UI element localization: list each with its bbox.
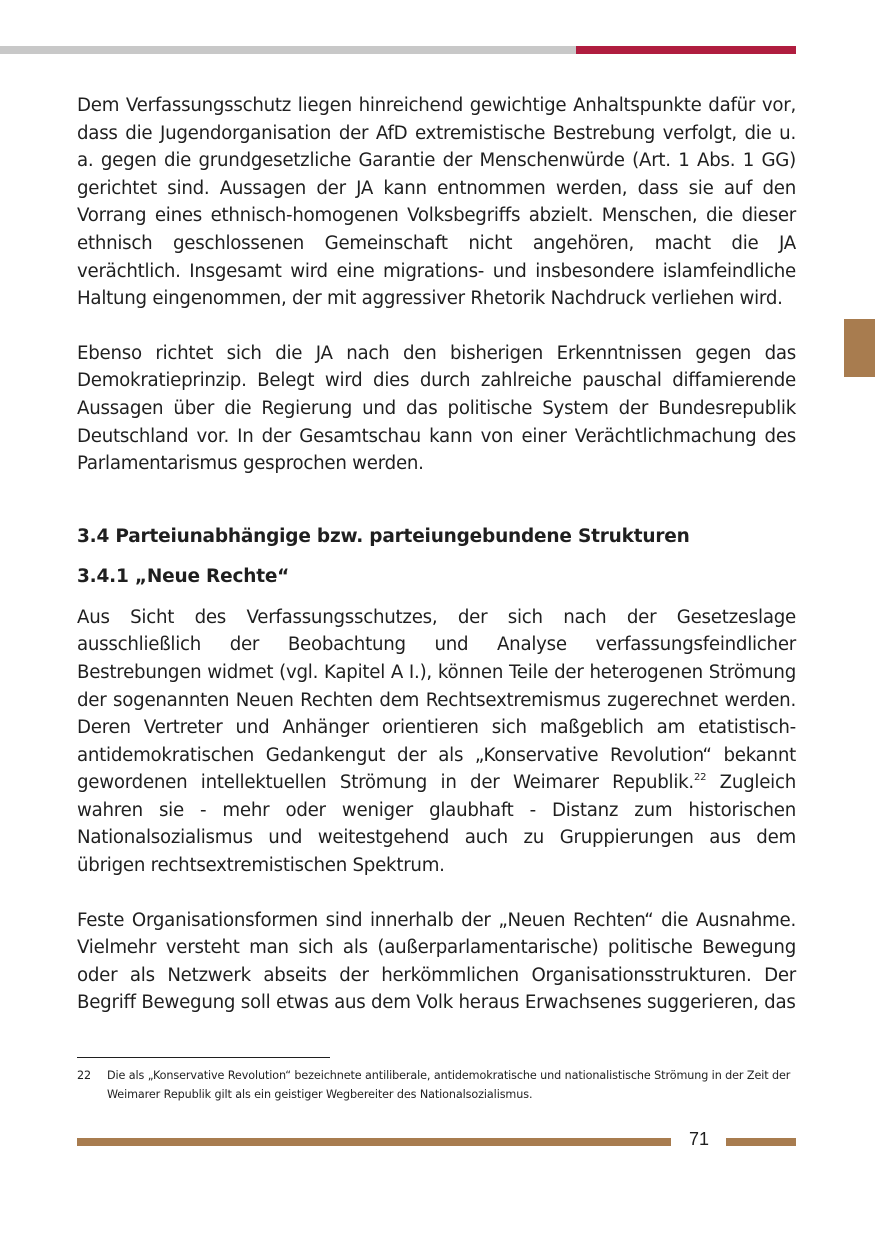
paragraph-neue-rechte-part-1: Aus Sicht des Verfassungsschutzes, der sich nach der Gesetzeslage ausschließlich der Beobachtung und Analyse verfassungsfeindlicher Bestrebungen widmet (vgl. Kapitel A I.), können Teile der heterogenen Strömung der sogenannten Neuen Rechten dem Rechtsextremismus zugerechnet werden. Deren Vertreter und Anhänger orientieren sich maßgeblich am etatistisch-antidemokratischen Gedankengut der als „Konservative Revolution“ bekannt gewordenen intellektuellen Strömung in der Weimarer Republik. bbox=[77, 606, 796, 794]
footnote-text: Die als „Konservative Revolution“ bezeichnete antiliberale, antidemokratische und nationalistische Strömung in der Zeit der Weimarer Republik gilt als ein geistiger Wegbereiter des Nationalsozialismus. bbox=[107, 1069, 791, 1101]
footnote-reference[interactable]: 22 bbox=[693, 772, 707, 784]
footnote bbox=[77, 1066, 799, 1104]
bottom-decorative-bar-right bbox=[726, 1138, 796, 1146]
bottom-decorative-bar-left bbox=[77, 1138, 671, 1146]
top-decorative-bar bbox=[0, 46, 576, 54]
paragraph-organisationsformen: Feste Organisationsformen sind innerhalb der „Neuen Rechten“ die Ausnahme. Vielmehr versteht man sich als (außerparlamentarische) politische Bewegung oder als Netzwerk abseits der herkömmlichen Organisationsstrukturen. Der Begriff Bewegung soll etwas aus dem Volk heraus Erwachsenes suggerieren, das bbox=[77, 909, 796, 1014]
paragraph-ja-menschenwuerde: Dem Verfassungsschutz liegen hinreichend gewichtige Anhaltspunkte dafür vor, dass die Jugendorganisation der AfD extremistische Bestrebung verfolgt, die u. a. gegen die grundgesetzliche Garantie der Menschenwürde (Art. 1 Abs. 1 GG) gerichtet sind. Aussagen der JA kann entnommen werden, dass sie auf den Vorrang eines ethnisch-homogenen Volksbegriffs abzielt. Menschen, die dieser ethnisch geschlossenen Gemeinschaft nicht angehören, macht die JA verächtlich. Insgesamt wird eine migrations- und insbesondere islamfeindliche Haltung eingenommen, der mit aggressiver Rhetorik Nachdruck verliehen wird. bbox=[77, 95, 796, 310]
paragraph-ja-demokratieprinzip: Ebenso richtet sich die JA nach den bisherigen Erkenntnissen gegen das Demokratieprinzip. Belegt wird dies durch zahlreiche pauschal diffamierende Aussagen über die Regierung und das politische System der Bundesrepublik Deutschland vor. In der Gesamtschau kann von einer Verächtlichmachung des Parlamentarismus gesprochen werden. bbox=[77, 342, 796, 475]
footnote-number: 22 bbox=[77, 1069, 92, 1082]
paragraph-neue-rechte-intro bbox=[77, 604, 796, 880]
chapter-tab-marker bbox=[844, 319, 875, 377]
page-number: 71 bbox=[688, 1129, 710, 1149]
main-content bbox=[77, 92, 796, 1017]
top-accent-bar bbox=[576, 46, 796, 54]
footnote-divider bbox=[77, 1057, 330, 1058]
subsection-heading: 3.4.1 „Neue Rechte“ bbox=[77, 565, 290, 587]
section-heading: 3.4 Parteiunabhängige bzw. parteiungebundene Strukturen bbox=[77, 525, 690, 547]
paragraph-neue-rechte-part-2: Zugleich wahren sie - mehr oder weniger glaubhaft - Distanz zum historischen Nationalsozialismus und weitestgehend auch zu Gruppierungen aus dem übrigen rechtsextremistischen Spektrum. bbox=[77, 772, 796, 877]
